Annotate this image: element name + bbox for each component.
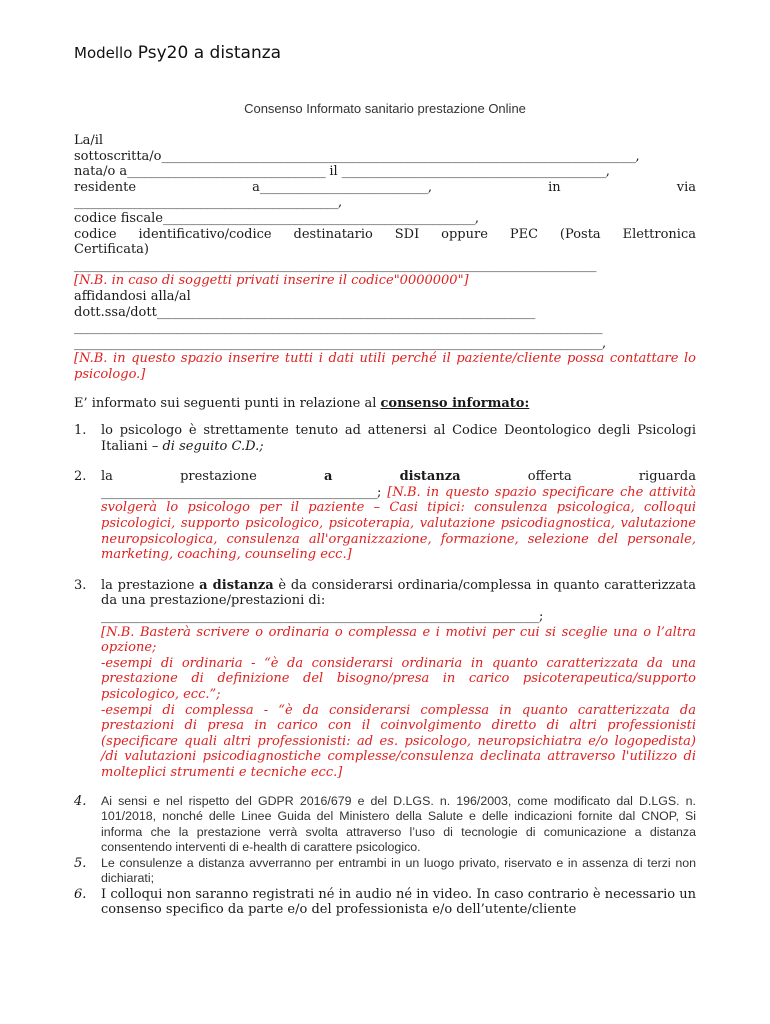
doctor-blank-line-2[interactable]: ________________________________________________________________________________________, xyxy=(74,335,607,351)
document-header xyxy=(74,43,281,63)
sdi-line-2: Certificata) xyxy=(74,242,149,258)
intro-line: E’ informato sui seguenti punti in relazione al consenso informato: xyxy=(74,395,530,411)
model-label: Modello xyxy=(74,44,133,62)
list-item-4: 4. Ai sensi e nel rispetto del GDPR 2016/679 e del D.LGS. n. 196/2003, come modificato dal D.LGS. n. 101/2018, nonché delle Linee Guida del Ministero della Salute e delle indicazioni fornite dal CNOP, Si informa che la prestazione verrà svolta attraverso l’uso di tecnologie di comunicazione a distanza consentendo interventi di e-health di carattere psicologico. xyxy=(74,793,696,855)
entrust-line: affidandosi alla/al xyxy=(74,288,191,304)
salutation: La/il xyxy=(74,133,104,148)
signer-name-line[interactable]: sottoscritta/o_______________________________________________________________________________, xyxy=(74,148,640,164)
nb-type-note: [N.B. Basterà scrivere o ordinaria o complessa e i motivi per cui si sceglie una o l’altra opzione; xyxy=(101,624,696,656)
sdi-line: codice identificativo/codice destinatario SDI oppure PEC (Posta Elettronica xyxy=(74,226,696,242)
sdi-input-line[interactable]: _______________________________________________________________________________________ xyxy=(74,257,596,273)
street-line[interactable]: ____________________________________________, xyxy=(74,195,343,211)
nb-contact-note: [N.B. in questo spazio inserire tutti i dati utili perché il paziente/cliente possa contattare lo psicologo.] xyxy=(74,351,696,382)
residence-line[interactable]: residente a____________________________, in via xyxy=(74,179,696,195)
list-item-6: 6. I colloqui non saranno registrati né in audio né in video. In caso contrario è necessario un consenso specifico da parte e/o del professionista e/o dell’utente/cliente xyxy=(74,886,696,918)
document-body xyxy=(74,133,696,918)
fiscal-code-line[interactable]: codice fiscale____________________________________________________, xyxy=(74,210,480,226)
nb-sdi-note: [N.B. in caso di soggetti privati inserire il codice"0000000"] xyxy=(74,273,469,289)
list-item-1: 1. lo psicologo è strettamente tenuto ad attenersi al Codice Deontologico degli Psicologi Italiani – di seguito C.D.; xyxy=(74,423,696,454)
nb-complex-example: -esempi di complessa - “è da considerarsi complessa in quanto caratterizzata da prestazioni di presa in carico con il coinvolgimento diretto di altri professionisti (specificare quali altri professionisti: ad es. psicologo, neuropsichiatra e/o logopedista) /di valutazioni psicodiagnostiche complesse/consulenza declinata attraverso l'utilizzo di molteplici strumenti e tecniche ecc.] xyxy=(101,702,696,780)
list-item-3: 3. la prestazione a distanza è da considerarsi ordinaria/complessa in quanto caratterizzata da una prestazione/prestazioni di: _________________________________________________________________________; [N.B. Basterà scrivere o ordinaria o complessa e i motivi per cui si sceglie una o l’altra opzione; -esempi di ordinaria - “è da considerarsi ordinaria in quanto caratterizzata da una prestazione di definizione del bisogno/presa in carico psicoterapeutica/supporto psicologico, ecc.”; -esempi di complessa - “è da considerarsi complessa in quanto caratterizzata da prestazioni di presa in carico con il coinvolgimento diretto di altri professionisti (specificare quali altri professionisti: ad es. psicologo, neuropsichiatra e/o logopedista) /di valutazioni psicodiagnostiche complesse/consulenza declinata attraverso l'utilizzo di molteplici strumenti e tecniche ecc.] xyxy=(74,577,697,780)
type-input-line[interactable]: _________________________________________________________________________; xyxy=(101,609,544,625)
doctor-blank-line-1[interactable]: ________________________________________________________________________________________ xyxy=(74,320,602,336)
list-item-5: 5. Le consulenze a distanza avverranno per entrambi in un luogo privato, riservato e in assenza di terzi non dichiarati; xyxy=(74,855,696,886)
nb-activity-note: [N.B. in questo spazio specificare che attività svolgerà lo psicologo per il paziente – Casi tipici: consulenza psicologica, colloqui psicologici, supporto psicologico, psicoterapia, valutazione psicodiagnostica, valutazione neuropsicologica, consulenza all'organizzazione, formazione, selezione del personale, marketing, coaching, counseling ecc.] xyxy=(101,484,697,563)
birth-line[interactable]: nata/o a_________________________________ il ____________________________________________, xyxy=(74,164,610,180)
model-code: Psy20 a distanza xyxy=(137,43,282,63)
nb-ordinary-example: -esempi di ordinaria - “è da considerarsi ordinaria in quanto caratterizzata da una prestazione di definizione del bisogno/presa in carico psicoterapeutica/supporto psicologico, ecc.”; xyxy=(101,655,696,702)
list-item-2: 2. la prestazione a distanza offerta riguarda ______________________________________________; [N.B. in questo spazio specificare che attività svolgerà lo psicologo per il paziente – Casi tipici: consulenza psicologica, colloqui psicologici, supporto psicologico, psicoterapia, valutazione psicodiagnostica, valutazione neuropsicologica, consulenza all'organizzazione, formazione, selezione del personale, marketing, coaching, counseling ecc.] xyxy=(74,469,697,563)
document-title: Consenso Informato sanitario prestazione Online xyxy=(244,101,526,116)
doctor-line[interactable]: dott.ssa/dott_______________________________________________________________ xyxy=(74,304,535,320)
intro-bold: consenso informato: xyxy=(380,395,530,411)
